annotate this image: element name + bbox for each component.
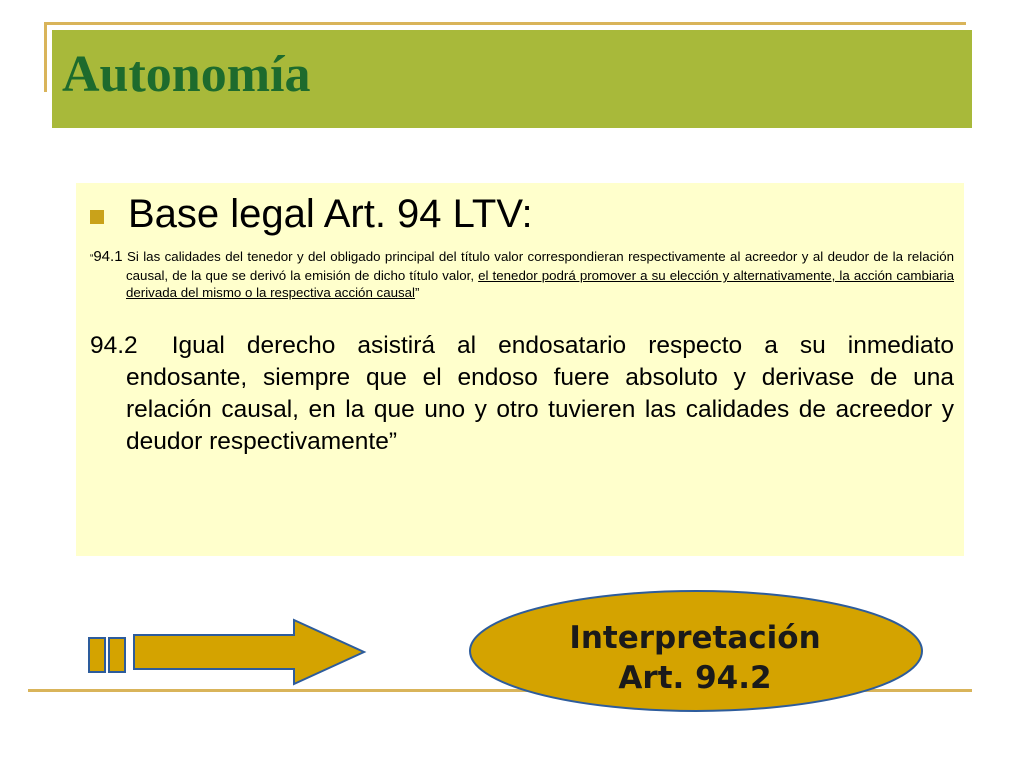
frame-left-line <box>44 22 47 92</box>
square-bullet-icon <box>90 210 104 224</box>
frame-top-line <box>44 22 966 25</box>
interpretation-line-1: Interpretación <box>569 620 821 656</box>
close-quote: ” <box>414 285 420 300</box>
slide-heading: Base legal Art. 94 LTV: <box>128 192 533 236</box>
arrow-tail-bar-icon <box>108 637 126 673</box>
arrow-tail-bar-icon <box>88 637 106 673</box>
article-number-94-2: 94.2 <box>90 332 138 359</box>
article-94-2-text: Igual derecho asistirá al endosatario respecto a su inmediato endosante, siempre que el endoso fuere absoluto y derivase de una relación causal, en la que uno y otro tuvieren las calidades de acreedor y deudor respectivamente” <box>126 332 954 455</box>
article-number-94-1: 94.1 <box>93 248 123 265</box>
interpretation-line-2: Art. 94.2 <box>618 660 772 696</box>
right-arrow-icon <box>132 618 368 686</box>
article-94-1-text: Si las calidades del tenedor y del obligado principal del título valor correspondieran respectivamente al acreedor y al deudor de la relación causal, de la que se derivó la emisión de dicho título valor, <box>122 249 954 283</box>
article-94-1-paragraph <box>90 248 954 301</box>
interpretation-label <box>490 618 900 698</box>
open-quote: “ <box>90 253 94 264</box>
slide-title: Autonomía <box>62 46 311 103</box>
article-94-1-underlined-text: el tenedor podrá promover a su elección y alternativamente, la acción cambiaria derivada del mismo o la respectiva acción causal <box>126 268 954 300</box>
article-94-2-paragraph <box>90 330 954 458</box>
